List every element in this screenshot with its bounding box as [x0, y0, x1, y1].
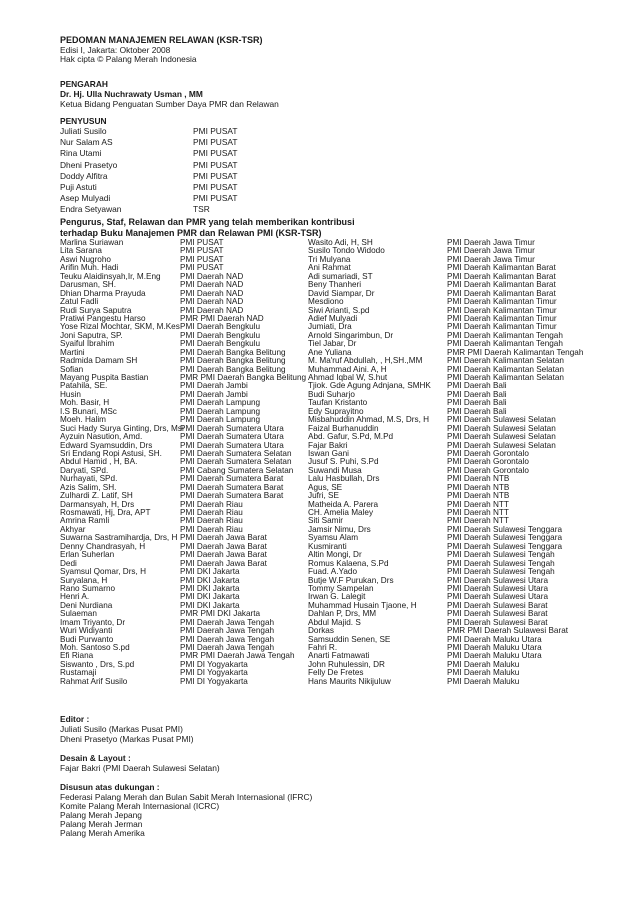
list-item: PMI Daerah Bali [447, 389, 507, 399]
list-item: PMI Daerah Sulawesi Selatan [447, 423, 556, 433]
list-item: Aswi Nugroho [60, 254, 111, 264]
contributors-heading-line1: Pengurus, Staf, Relawan dan PMR yang telah memberikan kontribusi [60, 217, 355, 227]
list-item: PMI Daerah Jawa Timur [447, 254, 535, 264]
list-item: PMI Daerah Kalimantan Tengah [447, 330, 563, 340]
list-item: Kusmiranti [308, 541, 347, 551]
list-item: Tri Mulyana [308, 254, 351, 264]
list-item: PMI Daerah NTB [447, 491, 510, 501]
list-item: Rustamaji [60, 668, 97, 678]
list-item: Fahri R. [308, 643, 338, 652]
list-item: Siswanto , Drs, S.pd [60, 659, 135, 669]
list-item: Faizal Burhanuddin [308, 423, 379, 433]
list-item: PMI Daerah Jawa Barat [180, 558, 267, 568]
editor-line: Dheni Prasetyo (Markas Pusat PMI) [60, 734, 194, 744]
list-item: PMI Daerah Jawa Barat [180, 541, 267, 551]
list-item: PMI Daerah Sumatera Barat [180, 491, 284, 501]
list-item: Husin [60, 389, 81, 399]
list-item: Yose Rizal Mochtar, SKM, M.Kes [60, 322, 180, 332]
list-item: Ane Yuliana [308, 347, 352, 357]
list-item: PMI Daerah Maluku Utara [447, 643, 542, 652]
list-item: PMI Daerah Bali [447, 381, 507, 391]
right-orgs-column [447, 239, 583, 686]
list-item: Edy Suprayitno [308, 406, 364, 416]
list-item: Hans Maurits Nikijuluw [308, 676, 391, 686]
list-item: Moeh. Halim [60, 415, 106, 425]
list-item: PMI Daerah Sulawesi Barat [447, 609, 548, 619]
list-item: PMI Daerah Kalimantan Barat [447, 263, 556, 273]
list-item: PMI DI Yogyakarta [180, 668, 248, 678]
list-item: Mayang Puspita Bastian [60, 373, 149, 382]
list-item: Suci Hady Surya Ginting, Drs, Msi [60, 423, 184, 433]
list-item: Felly De Fretes [308, 668, 364, 678]
left-orgs-column [180, 239, 306, 686]
list-item: PMI Daerah Jambi [180, 381, 248, 391]
list-item: Lalu Hasbullah, Drs [308, 474, 380, 484]
list-item: Muhammad Husain Tjaone, H [308, 600, 417, 610]
list-item: PMI DKI Jakarta [180, 592, 240, 602]
list-item: PMI Daerah Riau [180, 508, 243, 517]
list-item: Moh. Santoso S.pd [60, 643, 130, 652]
list-item: PMI Daerah NAD [180, 297, 244, 307]
list-item: Rosmawati, Hj, Dra, APT [60, 508, 151, 517]
list-item: Abdul Majid. S [308, 617, 361, 627]
list-item: PMI Cabang Sumatera Selatan [180, 465, 294, 475]
list-item: Tjiok. Gde Agung Adnjana, SMHK [308, 381, 431, 391]
list-item: Fuad. A.Yado [308, 567, 358, 577]
support-line: Federasi Palang Merah dan Bulan Sabit Merah Internasional (IFRC) [60, 792, 313, 802]
list-item: Darusman, SH. [60, 280, 116, 290]
list-item: PMI Daerah Lampung [180, 398, 261, 408]
support-line: Komite Palang Merah Internasional (ICRC) [60, 801, 220, 811]
list-item: David Siampar, Dr [308, 288, 375, 298]
list-item: Budi Suharjo [308, 389, 355, 399]
list-item: Edward Syamsuddin, Drs [60, 440, 153, 450]
list-item: Imam Triyanto, Dr [60, 617, 126, 627]
list-item: Rudi Surya Saputra [60, 305, 132, 315]
list-item: PMI DI Yogyakarta [180, 676, 248, 686]
list-item: Zatul Fadli [60, 297, 99, 307]
list-item: Agus, SE [308, 482, 343, 492]
list-item: PMI Daerah Jawa Barat [180, 550, 267, 560]
list-item: PMI Daerah Riau [180, 499, 243, 509]
list-item: Ani Rahmat [308, 263, 351, 273]
list-item: PMR PMI Daerah Kalimantan Tengah [447, 347, 584, 357]
list-item: PMI Daerah NAD [180, 305, 244, 315]
list-item: Wasito Adi, H, SH [308, 238, 373, 247]
list-item: PMI Daerah Sumatera Utara [180, 423, 284, 433]
edition-text: Edisi I, Jakarta: Oktober 2008 [60, 45, 171, 55]
list-item: PMI DKI Jakarta [180, 567, 240, 577]
list-item: Samsuddin Senen, SE [308, 634, 391, 644]
list-item: PMI PUSAT [193, 193, 238, 204]
list-item: Beny Thanheri [308, 280, 362, 290]
list-item: Siwi Arianti, S.pd [308, 305, 370, 315]
list-item: PMI Daerah Jawa Tengah [180, 626, 275, 636]
list-item: Martini [60, 347, 85, 357]
list-item: PMI Daerah Maluku [447, 676, 520, 686]
design-heading: Desain & Layout : [60, 753, 131, 763]
list-item: Rina Utami [60, 148, 102, 159]
list-item: PMI DKI Jakarta [180, 575, 240, 585]
list-item: Iswan Gani [308, 448, 349, 458]
editor-heading: Editor : [60, 714, 90, 724]
penyusun-heading: PENYUSUN [60, 116, 107, 126]
list-item: Juliati Susilo [60, 126, 107, 136]
list-item: PMI Daerah Sulawesi Tenggara [447, 541, 562, 551]
list-item: Tiel Jabar, Dr [308, 339, 357, 349]
list-item: PMI PUSAT [193, 170, 238, 181]
list-item: PMI Daerah Sulawesi Utara [447, 592, 549, 602]
list-item: Patahila, SE. [60, 381, 108, 391]
list-item: Misbahuddin Ahmad, M.S, Drs, H [308, 415, 430, 425]
list-item: PMI Daerah Kalimantan Timur [447, 305, 557, 315]
list-item: Efi Riana [60, 651, 94, 661]
list-item: PMI Daerah NAD [180, 288, 244, 298]
list-item: Denny Chandrasyah, H [60, 541, 146, 551]
list-item: Suwarna Sastramihardja, Drs, H [60, 533, 178, 543]
pengarah-role: Ketua Bidang Penguatan Sumber Daya PMR dan Relawan [60, 99, 279, 109]
pengarah-heading: PENGARAH [60, 79, 108, 89]
contributors-heading-line2: terhadap Buku Manajemen PMR dan Relawan PMI (KSR-TSR) [60, 228, 322, 238]
penyusun-orgs [193, 126, 238, 216]
copyright-text: Hak cipta © Palang Merah Indonesia [60, 54, 197, 64]
list-item: Joni Saputra, SP. [60, 330, 123, 340]
list-item: PMI Daerah Kalimantan Selatan [447, 356, 564, 366]
support-heading: Disusun atas dukungan : [60, 782, 160, 792]
list-item: PMI PUSAT [193, 159, 238, 170]
list-item: Irwan G. Lalegit [308, 592, 366, 602]
list-item: Ahmad Iqbal W, S.hut [308, 373, 388, 382]
list-item: PMR PMI Daerah Jawa Tengah [180, 651, 295, 661]
list-item: Suwandi Musa [308, 465, 362, 475]
list-item: Moh. Basir, H [60, 398, 110, 408]
list-item: Romus Kalaena, S.Pd [308, 558, 389, 568]
list-item: Siti Samir [308, 516, 344, 526]
list-item: Dhian Dharma Prayuda [60, 288, 146, 298]
list-item: Akhyar [60, 524, 86, 534]
list-item: Teuku Alaidinsyah,Ir, M.Eng [60, 271, 161, 281]
list-item: Taufan Kristanto [308, 398, 368, 408]
list-item: Sulaeman [60, 609, 97, 619]
list-item: Syamsul Qomar, Drs, H [60, 567, 146, 577]
list-item: I.S Bunari, MSc [60, 406, 117, 416]
list-item: Daryati, SPd. [60, 465, 109, 475]
list-item: PMI Daerah Sulawesi Utara [447, 583, 549, 593]
list-item: M. Ma'ruf Abdullah, , H,SH.,MM [308, 356, 423, 366]
list-item: Arifin Muh. Hadi [60, 263, 119, 273]
list-item: PMI Daerah NTT [447, 499, 509, 509]
list-item: Asep Mulyadi [60, 193, 111, 204]
list-item: Fajar Bakri [308, 440, 348, 450]
list-item: Puji Astuti [60, 181, 97, 192]
list-item: Ayzuin Nasution, Amd. [60, 432, 143, 442]
list-item: PMI Daerah Sulawesi Tenggara [447, 533, 562, 543]
list-item: PMI Daerah Jambi [180, 389, 248, 399]
list-item: Deni Nurdiana [60, 600, 113, 610]
list-item: PMI Daerah Kalimantan Selatan [447, 373, 564, 382]
list-item: Wuri Widiyanti [60, 626, 113, 636]
list-item: PMI Daerah Maluku [447, 668, 520, 678]
list-item: Suryalana, H [60, 575, 108, 585]
list-item: PMI Daerah Jawa Tengah [180, 617, 275, 627]
list-item: PMI Daerah Sulawesi Barat [447, 617, 548, 627]
list-item: PMI Daerah Kalimantan Timur [447, 313, 557, 323]
list-item: Sri Endang Ropi Astusi, SH. [60, 448, 162, 458]
list-item: PMI Daerah Bangka Belitung [180, 364, 286, 374]
list-item: PMI Daerah Kalimantan Barat [447, 271, 556, 281]
support-line: Palang Merah Jepang [60, 810, 142, 820]
right-names-column [308, 239, 431, 686]
list-item: Abd. Gafur, S.Pd, M.Pd [308, 432, 394, 442]
list-item: PMI PUSAT [193, 148, 238, 159]
list-item: PMI Daerah Sulawesi Tengah [447, 567, 555, 577]
list-item: PMI Daerah Gorontalo [447, 448, 529, 458]
list-item: Tommy Sampelan [308, 583, 374, 593]
support-line: Palang Merah Amerika [60, 828, 145, 838]
list-item: Doddy Alfitra [60, 170, 108, 181]
list-item: PMI Daerah NTT [447, 516, 509, 526]
list-item: Mesdiono [308, 297, 344, 307]
list-item: PMI Daerah Sulawesi Tenggara [447, 524, 562, 534]
list-item: PMI Daerah Gorontalo [447, 465, 529, 475]
left-names-column [60, 239, 184, 686]
list-item: PMI Daerah Lampung [180, 415, 261, 425]
pengarah-name: Dr. Hj. Ulla Nuchrawaty Usman , MM [60, 89, 203, 99]
list-item: PMI Daerah Kalimantan Selatan [447, 364, 564, 374]
support-line: Palang Merah Jerman [60, 819, 143, 829]
list-item: PMI DKI Jakarta [180, 583, 240, 593]
list-item: Azis Salim, SH. [60, 482, 117, 492]
list-item: PMI Daerah Maluku [447, 659, 520, 669]
list-item: Jumiati, Dra [308, 322, 352, 332]
list-item: PMI PUSAT [193, 181, 238, 192]
list-item: PMI PUSAT [193, 137, 238, 148]
list-item: PMI Daerah NTB [447, 482, 510, 492]
list-item: Butje W.F Purukan, Drs [308, 575, 394, 585]
list-item: Zulhardi Z. Latif, SH [60, 491, 133, 501]
list-item: Dahlan P, Drs, MM [308, 609, 377, 619]
list-item: PMI Daerah Sumatera Barat [180, 474, 284, 484]
list-item: PMI Daerah Sumatera Selatan [180, 457, 292, 467]
list-item: PMI Daerah Sulawesi Selatan [447, 440, 556, 450]
list-item: CH. Amelia Maley [308, 508, 374, 517]
list-item: Lita Sarana [60, 246, 102, 256]
list-item: Budi Purwanto [60, 634, 114, 644]
list-item: PMI Daerah Bengkulu [180, 330, 261, 340]
design-line: Fajar Bakri (PMI Daerah Sulawesi Selatan) [60, 763, 220, 773]
list-item: PMI Daerah Sulawesi Selatan [447, 432, 556, 442]
list-item: PMI PUSAT [180, 238, 224, 247]
list-item: Marlina Suriawan [60, 238, 124, 247]
list-item: PMI PUSAT [180, 246, 224, 256]
list-item: PMI Daerah Jawa Timur [447, 246, 535, 256]
list-item: PMI Daerah Sulawesi Tengah [447, 550, 555, 560]
list-item: Sofian [60, 364, 84, 374]
list-item: TSR [193, 204, 210, 215]
list-item: PMI Daerah Bali [447, 406, 507, 416]
list-item: PMI Daerah Riau [180, 516, 243, 526]
list-item: PMI Daerah Jawa Timur [447, 238, 535, 247]
document-title: PEDOMAN MANAJEMEN RELAWAN (KSR-TSR) [60, 35, 263, 45]
penyusun-names [60, 126, 121, 216]
list-item: PMI Daerah Riau [180, 524, 243, 534]
list-item: PMI Daerah Sulawesi Utara [447, 575, 549, 585]
list-item: PMI Daerah Sumatera Utara [180, 432, 284, 442]
editor-line: Juliati Susilo (Markas Pusat PMI) [60, 724, 183, 734]
list-item: PMI DKI Jakarta [180, 600, 240, 610]
list-item: Nur Salam AS [60, 137, 113, 148]
list-item: PMI Daerah Bali [447, 398, 507, 408]
list-item: Endra Setyawan [60, 204, 122, 215]
list-item: Rahmat Arif Susilo [60, 676, 128, 686]
list-item: Adi sumariadi, ST [308, 271, 373, 281]
list-item: PMI Daerah NTT [447, 508, 509, 517]
list-item: PMI DI Yogyakarta [180, 659, 248, 669]
list-item: PMI Daerah Gorontalo [447, 457, 529, 467]
list-item: Arnold Singarimbun, Dr [308, 330, 394, 340]
list-item: PMI Daerah Lampung [180, 406, 261, 416]
list-item: PMI Daerah Kalimantan Barat [447, 288, 556, 298]
list-item: PMI Daerah Sumatera Utara [180, 440, 284, 450]
list-item: PMI Daerah Kalimantan Barat [447, 280, 556, 290]
list-item: PMR PMI Daerah Bangka Belitung [180, 373, 307, 382]
list-item: PMI Daerah Maluku Utara [447, 651, 542, 661]
list-item: PMI PUSAT [193, 126, 238, 136]
list-item: Abdul Hamid , H, BA. [60, 457, 138, 467]
list-item: Erlan Suherlan [60, 550, 115, 560]
list-item: Altin Mongi, Dr [308, 550, 362, 560]
list-item: PMI PUSAT [180, 254, 224, 264]
list-item: PMI Daerah Sumatera Barat [180, 482, 284, 492]
list-item: Anarti Fatmawati [308, 651, 370, 661]
list-item: PMI PUSAT [180, 263, 224, 273]
list-item: PMI Daerah Bangka Belitung [180, 347, 286, 357]
list-item: Syaiful Ibrahim [60, 339, 115, 349]
list-item: PMI Daerah Sulawesi Tengah [447, 558, 555, 568]
list-item: PMI Daerah Bengkulu [180, 339, 261, 349]
list-item: PMI Daerah Sulawesi Barat [447, 600, 548, 610]
list-item: Pratiwi Pangestu Harso [60, 313, 146, 323]
list-item: John Ruhulessin, DR [308, 659, 385, 669]
list-item: Amrina Ramli [60, 516, 110, 526]
list-item: PMI Daerah Kalimantan Tengah [447, 339, 563, 349]
list-item: Matheida A. Parera [308, 499, 379, 509]
list-item: Jusuf S. Puhi, S.Pd [308, 457, 379, 467]
list-item: PMI Daerah Jawa Tengah [180, 634, 275, 644]
list-item: PMR PMI Daerah NAD [180, 313, 264, 323]
list-item: PMI Daerah NAD [180, 280, 244, 290]
list-item: PMI Daerah Jawa Tengah [180, 643, 275, 652]
list-item: PMI Daerah Maluku Utara [447, 634, 542, 644]
list-item: PMI Daerah NTB [447, 474, 510, 484]
list-item: Jufri, SE [308, 491, 339, 501]
list-item: Dedi [60, 558, 77, 568]
list-item: Nurhayati, SPd. [60, 474, 118, 484]
list-item: Susilo Tondo Widodo [308, 246, 385, 256]
list-item: Rano Sumarno [60, 583, 116, 593]
list-item: Radmida Damam SH [60, 356, 138, 366]
list-item: Jamsir Nimu, Drs [308, 524, 371, 534]
list-item: PMI Daerah Bengkulu [180, 322, 261, 332]
list-item: Adief Mulyadi [308, 313, 358, 323]
list-item: Darmansyah, H, Drs [60, 499, 135, 509]
list-item: Syamsu Alam [308, 533, 359, 543]
list-item: PMR PMI DKI Jakarta [180, 609, 261, 619]
list-item: PMR PMI Daerah Sulawesi Barat [447, 626, 569, 636]
list-item: PMI Daerah Kalimantan Timur [447, 297, 557, 307]
list-item: PMI Daerah Kalimantan Timur [447, 322, 557, 332]
list-item: PMI Daerah Sulawesi Selatan [447, 415, 556, 425]
list-item: Dorkas [308, 626, 334, 636]
list-item: Dheni Prasetyo [60, 159, 118, 170]
list-item: Muhammad Aini. A, H [308, 364, 387, 374]
list-item: PMI Daerah Bangka Belitung [180, 356, 286, 366]
list-item: PMI Daerah NAD [180, 271, 244, 281]
list-item: PMI Daerah Jawa Barat [180, 533, 267, 543]
list-item: Henri A. [60, 592, 90, 602]
list-item: PMI Daerah Sumatera Selatan [180, 448, 292, 458]
